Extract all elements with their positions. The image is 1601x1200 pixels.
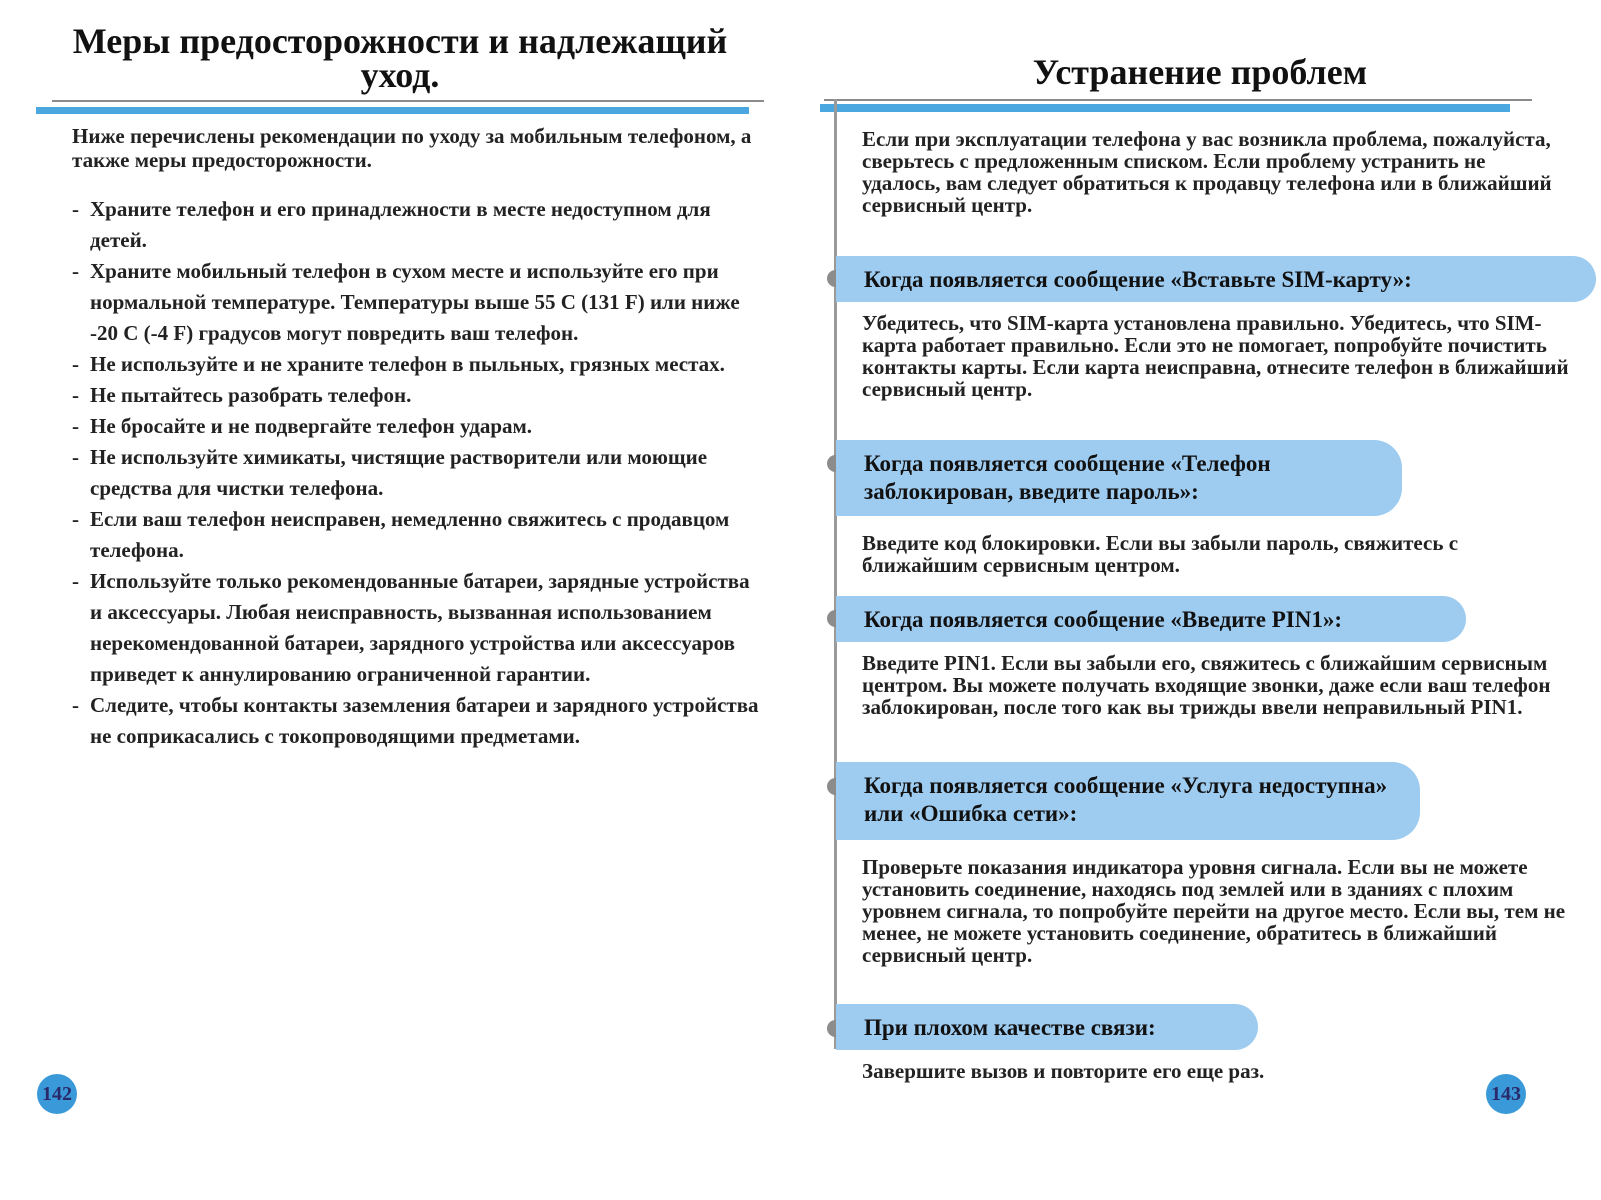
title-accent-bar (820, 104, 1510, 112)
section-header: Когда появляется сообщение «Вставьте SIM-карту»: (836, 256, 1596, 302)
left-page-intro: Ниже перечислены рекомендации по уходу за мобильным телефоном, а также меры предосторожности. (72, 124, 752, 172)
section-body: Введите PIN1. Если вы забыли его, свяжитесь с ближайшим сервисным центром. Вы можете получать входящие звонки, даже если ваш телефон заблокирован, после того как вы трижды ввели неправильный PIN1. (862, 651, 1551, 719)
list-item-text: Если ваш телефон неисправен, немедленно свяжитесь с продавцом телефона. (90, 507, 730, 562)
list-item (72, 380, 762, 411)
list-dash: - (72, 507, 79, 531)
list-item (72, 690, 762, 752)
right-page (800, 0, 1601, 1200)
list-item-text: Не используйте химикаты, чистящие растворители или моющие средства для чистки телефона. (90, 445, 708, 500)
title-rule (824, 99, 1532, 101)
section-timeline-line (834, 99, 837, 1049)
list-item-text: Не пытайтесь разобрать телефон. (90, 383, 412, 407)
title-accent-bar (36, 107, 749, 114)
list-item-text: Не используйте и не храните телефон в пыльных, грязных местах. (90, 352, 725, 376)
list-item (72, 194, 762, 256)
list-dash: - (72, 197, 79, 221)
page-number-right: 143 (1486, 1074, 1526, 1114)
left-page-title: Меры предосторожности и надлежащий уход. (72, 21, 728, 95)
section-header: Когда появляется сообщение «Услуга недоступна» или «Ошибка сети»: (836, 762, 1420, 840)
list-item (72, 566, 762, 690)
list-dash: - (72, 259, 79, 283)
section-header: Когда появляется сообщение «Телефон заблокирован, введите пароль»: (836, 440, 1402, 516)
care-list (72, 194, 762, 752)
list-dash: - (72, 569, 79, 593)
section-body: Убедитесь, что SIM-карта установлена правильно. Убедитесь, что SIM-карта работает правильно. Если это не помогает, попробуйте почистить контакты карты. Если карта неисправна, отнесите телефон в ближайший сервисный центр. (862, 311, 1569, 401)
section-body: Проверьте показания индикатора уровня сигнала. Если вы не можете установить соединение, находясь под землей или в зданиях с плохим уровнем сигнала, то попробуйте перейти на другое место. Если вы, тем не менее, не можете установить соединение, обратитесь в ближайший сервисный центр. (862, 855, 1566, 967)
left-page (0, 0, 800, 1200)
list-item (72, 411, 762, 442)
list-item (72, 349, 762, 380)
section-body: Введите код блокировки. Если вы забыли пароль, свяжитесь с ближайшим сервисным центром. (862, 531, 1459, 577)
section-header: Когда появляется сообщение «Введите PIN1»: (836, 596, 1466, 642)
title-rule (52, 100, 764, 102)
section-body: Завершите вызов и повторите его еще раз. (862, 1059, 1265, 1083)
list-item-text: Следите, чтобы контакты заземления батареи и зарядного устройства не соприкасались с токопроводящими предметами. (90, 693, 759, 748)
list-item-text: Храните телефон и его принадлежности в месте недоступном для детей. (90, 197, 711, 252)
list-item (72, 256, 762, 349)
page-number-left: 142 (37, 1074, 77, 1114)
list-item (72, 504, 762, 566)
list-dash: - (72, 693, 79, 717)
list-dash: - (72, 414, 79, 438)
right-page-title: Устранение проблем (1032, 52, 1368, 92)
list-item-text: Не бросайте и не подвергайте телефон ударам. (90, 414, 533, 438)
list-dash: - (72, 352, 79, 376)
section-header: При плохом качестве связи: (836, 1004, 1258, 1050)
list-dash: - (72, 445, 79, 469)
list-item (72, 442, 762, 504)
right-page-intro: Если при эксплуатации телефона у вас возникла проблема, пожалуйста, сверьтесь с предложенным списком. Если проблему устранить не удалось, вам следует обратиться к продавцу телефона или в ближайший сервисный центр. (862, 127, 1552, 217)
list-item-text: Храните мобильный телефон в сухом месте и используйте его при нормальной температуре. Температуры выше 55 С (131 F) или ниже -20 С (-4 F) градусов могут повредить ваш телефон. (90, 259, 740, 345)
list-item-text: Используйте только рекомендованные батареи, зарядные устройства и аксессуары. Любая неисправность, вызванная использованием нерекомендованной батареи, зарядного устройства или аксессуаров приведет к аннулированию ограниченной гарантии. (90, 569, 750, 686)
list-dash: - (72, 383, 79, 407)
